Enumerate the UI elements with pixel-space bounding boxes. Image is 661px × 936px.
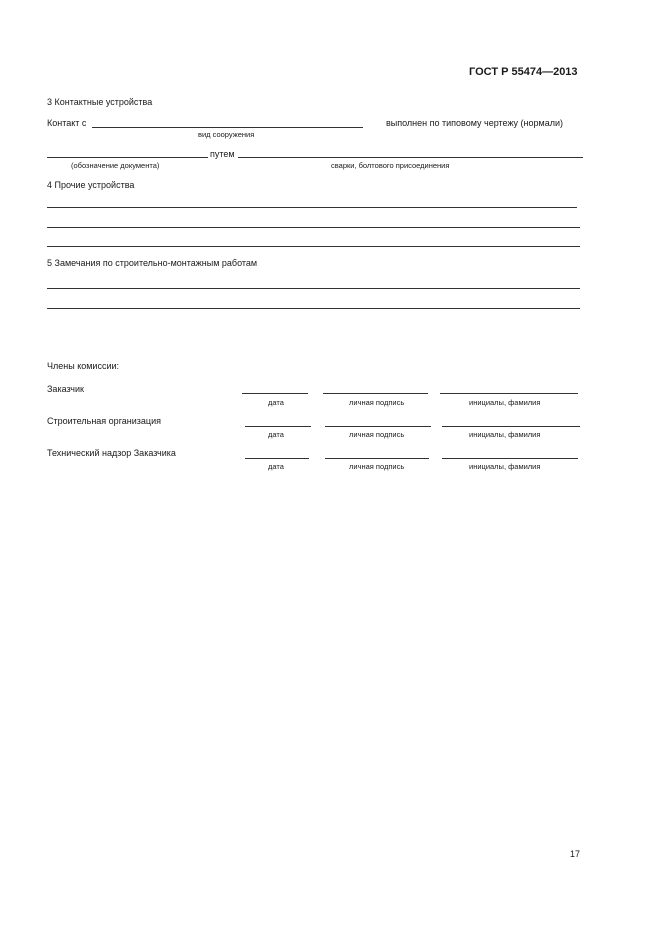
- commission-title: Члены комиссии:: [47, 361, 120, 371]
- page-number: 17: [570, 849, 581, 859]
- date-caption: дата: [268, 462, 284, 471]
- connection-method-caption: сварки, болтового присоединения: [331, 161, 450, 170]
- member-role: Заказчик: [47, 384, 84, 394]
- date-field[interactable]: [245, 458, 309, 459]
- name-field[interactable]: [440, 393, 578, 394]
- section-3-title: 3 Контактные устройства: [47, 97, 153, 107]
- member-role: Строительная организация: [47, 416, 161, 426]
- name-field[interactable]: [442, 458, 578, 459]
- contact-label: Контакт с: [47, 118, 87, 128]
- section-4-title: 4 Прочие устройства: [47, 180, 135, 190]
- signature-caption: личная подпись: [349, 430, 405, 439]
- remarks-line-2[interactable]: [47, 308, 580, 309]
- name-caption: инициалы, фамилия: [469, 398, 541, 407]
- other-devices-line-3[interactable]: [47, 246, 580, 247]
- performed-text: выполнен по типовому чертежу (нормали): [386, 118, 564, 128]
- name-field[interactable]: [442, 426, 580, 427]
- date-caption: дата: [268, 430, 284, 439]
- signature-caption: личная подпись: [349, 462, 405, 471]
- connection-method-field[interactable]: [238, 157, 583, 158]
- signature-field[interactable]: [323, 393, 428, 394]
- section-5-title: 5 Замечания по строительно-монтажным работам: [47, 258, 258, 268]
- document-standard-number: ГОСТ Р 55474—2013: [469, 66, 578, 78]
- remarks-line-1[interactable]: [47, 288, 580, 289]
- signature-field[interactable]: [325, 458, 429, 459]
- structure-type-caption: вид сооружения: [198, 130, 255, 139]
- date-caption: дата: [268, 398, 284, 407]
- structure-type-field[interactable]: [92, 127, 363, 128]
- name-caption: инициалы, фамилия: [469, 430, 541, 439]
- document-designation-field[interactable]: [47, 157, 208, 158]
- date-field[interactable]: [242, 393, 308, 394]
- other-devices-line-2[interactable]: [47, 227, 580, 228]
- name-caption: инициалы, фамилия: [469, 462, 541, 471]
- signature-field[interactable]: [325, 426, 431, 427]
- date-field[interactable]: [245, 426, 311, 427]
- member-role: Технический надзор Заказчика: [47, 448, 176, 458]
- document-designation-caption: (обозначение документа): [71, 161, 160, 170]
- path-label: путем: [210, 149, 235, 159]
- other-devices-line-1[interactable]: [47, 207, 577, 208]
- signature-caption: личная подпись: [349, 398, 405, 407]
